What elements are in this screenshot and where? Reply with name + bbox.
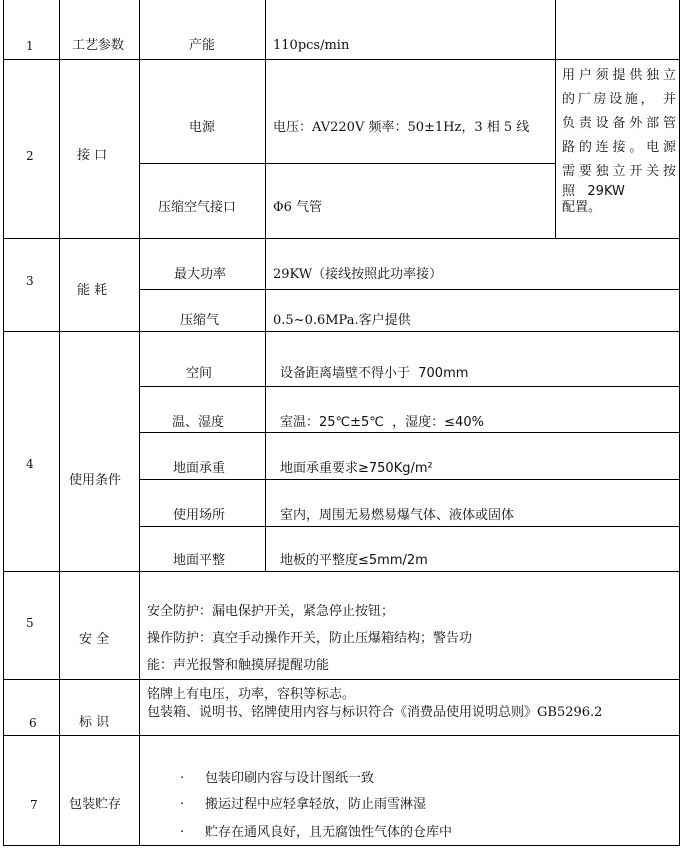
subrow-border-2a — [139, 163, 555, 164]
label-compressed-air-port: 压缩空气接口 — [158, 200, 237, 215]
value-compressed-air-port: Φ6 气管 — [273, 200, 323, 215]
label-floor-load: 地面承重 — [173, 461, 226, 476]
note-line: 需要独立开关按 — [562, 164, 676, 179]
row-border-2 — [3, 238, 680, 239]
packaging-line: 贮存在通风良好，且无腐蚀性气体的仓库中 — [205, 825, 453, 840]
row-number-6: 6 — [29, 716, 37, 730]
note-line: 的厂房设施， 并 — [562, 92, 676, 107]
value-capacity: 110pcs/min — [273, 38, 350, 53]
subrow-border-4c — [139, 479, 679, 480]
packaging-line: 包装印刷内容与设计图纸一致 — [205, 771, 375, 786]
subrow-border-4b — [139, 432, 679, 433]
subrow-border-4a — [139, 386, 679, 387]
bullet-icon: · — [180, 771, 185, 786]
value-venue: 室内，周围无易燃易爆气体、液体或固体 — [280, 508, 515, 523]
label-max-power: 最大功率 — [174, 267, 227, 282]
label-venue: 使用场所 — [173, 508, 226, 523]
label-compressed-air: 压缩气 — [180, 313, 220, 328]
value-temp-humidity: 室温：25℃±5℃ ，湿度：≤40% — [280, 415, 484, 430]
table-border-bottom — [3, 845, 680, 846]
note-line: 负责设备外部管 — [562, 116, 676, 131]
row-number-5: 5 — [26, 616, 34, 630]
row-name-packaging: 包装贮存 — [69, 797, 122, 812]
col-divider-label — [265, 0, 266, 571]
col-divider-num — [59, 0, 60, 846]
value-space: 设备距离墙壁不得小于 700mm — [280, 366, 469, 381]
row-border-3 — [3, 331, 680, 332]
row-number-2: 2 — [26, 149, 34, 163]
packaging-line: 搬运过程中应轻拿轻放，防止雨雪淋湿 — [205, 797, 427, 812]
row-name-safety: 安 全 — [79, 632, 110, 647]
table-border-left — [3, 0, 4, 846]
bullet-icon: · — [180, 797, 185, 812]
label-space: 空间 — [186, 366, 213, 381]
value-floor-load: 地面承重要求≥750Kg/m² — [280, 461, 433, 476]
row-number-7: 7 — [30, 798, 38, 812]
row-name-process-params: 工艺参数 — [72, 38, 125, 53]
row-border-6 — [3, 735, 680, 736]
row-number-4: 4 — [26, 457, 34, 471]
label-capacity: 产能 — [189, 38, 216, 53]
subrow-border-4d — [139, 526, 679, 527]
marking-line: 包装箱、说明书、铭牌使用内容与标识符合《消费品使用说明总则》GB5296.2 — [147, 705, 603, 720]
bullet-icon: · — [180, 825, 185, 840]
note-line: 路的连接。电源 — [562, 140, 676, 155]
label-power-supply: 电源 — [189, 120, 216, 135]
value-max-power: 29KW（接线按照此功率接） — [273, 267, 443, 282]
row-border-1 — [3, 59, 680, 60]
table-border-right — [679, 0, 680, 846]
row-number-3: 3 — [26, 274, 34, 288]
safety-line: 能：声光报警和触摸屏提醒功能 — [147, 658, 330, 673]
safety-line: 安全防护：漏电保护开关，紧急停止按钮； — [147, 604, 395, 619]
note-line: 照 29KW — [562, 184, 625, 199]
label-temp-humidity: 温、湿度 — [172, 415, 225, 430]
col-divider-name — [139, 0, 140, 846]
subrow-border-3a — [139, 289, 679, 290]
value-power-supply: 电压：AV220V 频率：50±1Hz，3 相 5 线 — [273, 120, 530, 135]
row-name-marking: 标 识 — [79, 715, 110, 730]
col-divider-value — [555, 0, 556, 238]
interface-note — [562, 64, 676, 216]
note-line: 用户须提供独立 — [562, 68, 676, 83]
safety-line: 操作防护：真空手动操作开关，防止压爆箱结构；警告功 — [147, 631, 473, 646]
row-border-5 — [3, 679, 680, 680]
row-number-1: 1 — [26, 39, 34, 53]
row-name-energy: 能 耗 — [77, 283, 108, 298]
value-compressed-air: 0.5~0.6MPa.客户提供 — [273, 313, 411, 328]
row-name-interface: 接 口 — [77, 148, 108, 163]
note-line: 配置。 — [562, 200, 602, 215]
value-floor-flatness: 地板的平整度≤5mm/2m — [280, 553, 428, 568]
row-border-4 — [3, 571, 680, 572]
row-name-conditions: 使用条件 — [69, 473, 122, 488]
marking-line: 铭牌上有电压，功率，容积等标志。 — [147, 687, 356, 702]
label-floor-flatness: 地面平整 — [173, 553, 226, 568]
